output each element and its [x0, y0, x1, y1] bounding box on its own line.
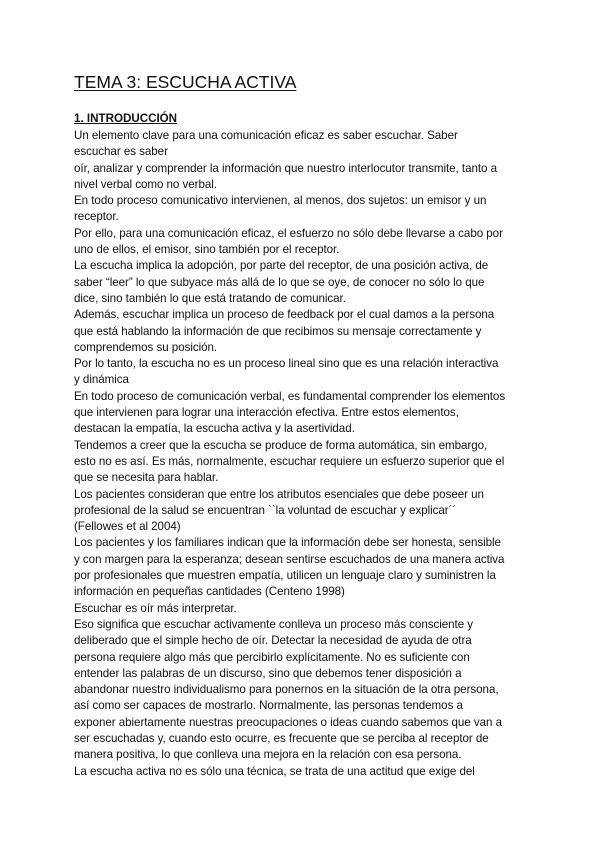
text-line: persona requiere algo más que percibirlo explícitamente. No es suficiente con: [74, 650, 470, 664]
text-line: Además, escuchar implica un proceso de feedback por el cual damos a la persona: [74, 308, 495, 322]
text-line: dice, sino también lo que está tratando de comunicar.: [74, 291, 346, 305]
text-line: La escucha implica la adopción, por parte del receptor, de una posición activa, de: [74, 259, 489, 273]
text-line: Tendemos a creer que la escucha se produce de forma automática, sin embargo,: [74, 438, 488, 452]
text-line: oír, analizar y comprender la información que nuestro interlocutor transmite, tanto a: [74, 161, 498, 175]
text-line: exponer abiertamente nuestras preocupaciones o ideas cuando sabemos que van a: [74, 715, 502, 729]
text-line: comprendemos su posición.: [74, 340, 218, 354]
text-line: profesional de la salud se encuentran ``la voluntad de escuchar y explicar´´: [74, 503, 457, 517]
text-line: que intervienen para lograr una interacción efectiva. Entre estos elementos,: [74, 406, 459, 420]
text-line: Los pacientes consideran que entre los atributos esenciales que debe poseer un: [74, 487, 484, 501]
text-line: nivel verbal como no verbal.: [74, 177, 217, 191]
text-line: En todo proceso de comunicación verbal, es fundamental comprender los elementos: [74, 389, 506, 403]
text-line: La escucha activa no es sólo una técnica, se trata de una actitud que exige del: [74, 764, 475, 778]
text-line: Un elemento clave para una comunicación eficaz es saber escuchar. Saber: [74, 129, 458, 142]
text-line: deliberado que el simple hecho de oír. Detectar la necesidad de ayuda de otra: [74, 634, 472, 648]
text-line: y dinámica: [74, 373, 129, 387]
text-line: manera positiva, lo que conlleva una mejora en la relación con esa persona.: [74, 748, 462, 762]
text-line: Eso significa que escuchar activamente conlleva un proceso más consciente y: [74, 617, 474, 631]
text-line: Por ello, para una comunicación eficaz, el esfuerzo no sólo debe llevarse a cabo por: [74, 226, 503, 240]
document-title: TEMA 3: ESCUCHA ACTIVA: [74, 72, 297, 92]
text-line: En todo proceso comunicativo intervienen, al menos, dos sujetos: un emisor y un: [74, 194, 487, 208]
text-line: abandonar nuestro individualismo para ponernos en la situación de la otra persona,: [74, 683, 499, 697]
text-line: Los pacientes y los familiares indican que la información debe ser honesta, sensible: [74, 536, 501, 550]
text-line: destacan la empatía, la escucha activa y la asertividad.: [74, 422, 355, 436]
text-line: información en pequeñas cantidades (Centeno 1998): [74, 585, 345, 599]
text-line: esto no es así. Es más, normalmente, escuchar requiere un esfuerzo superior que el: [74, 454, 505, 468]
text-line: Por lo tanto, la escucha no es un proceso lineal sino que es una relación interactiva: [74, 357, 499, 371]
text-line: así como ser capaces de mostrarlo. Normalmente, las personas tendemos a: [74, 699, 463, 713]
body-text: [74, 128, 534, 780]
text-line: uno de ellos, el emisor, sino también por el receptor.: [74, 243, 340, 257]
text-line: saber “leer” lo que subyace más allá de lo que se oye, de conocer no sólo lo que: [74, 275, 485, 289]
text-line: entender las palabras de un discurso, sino que debemos tener disposición a: [74, 666, 462, 680]
text-line: (Fellowes et al 2004): [74, 520, 181, 534]
text-line: que se necesita para hablar.: [74, 471, 219, 485]
text-line: ser escuchadas y, cuando esto ocurre, es frecuente que se perciba al receptor de: [74, 731, 489, 745]
section-heading: 1. INTRODUCCIÓN: [74, 112, 178, 125]
text-line: por profesionales que muestren empatía, utilicen un lenguaje claro y suministren la: [74, 569, 496, 583]
text-line: receptor.: [74, 210, 119, 224]
text-line: que está hablando la información de que recibimos su mensaje correctamente y: [74, 324, 482, 338]
text-line: Escuchar es oír más interpretar.: [74, 601, 237, 615]
text-line: escuchar es saber: [74, 145, 168, 159]
text-line: y con margen para la esperanza; desean sentirse escuchados de una manera activa: [74, 552, 505, 566]
